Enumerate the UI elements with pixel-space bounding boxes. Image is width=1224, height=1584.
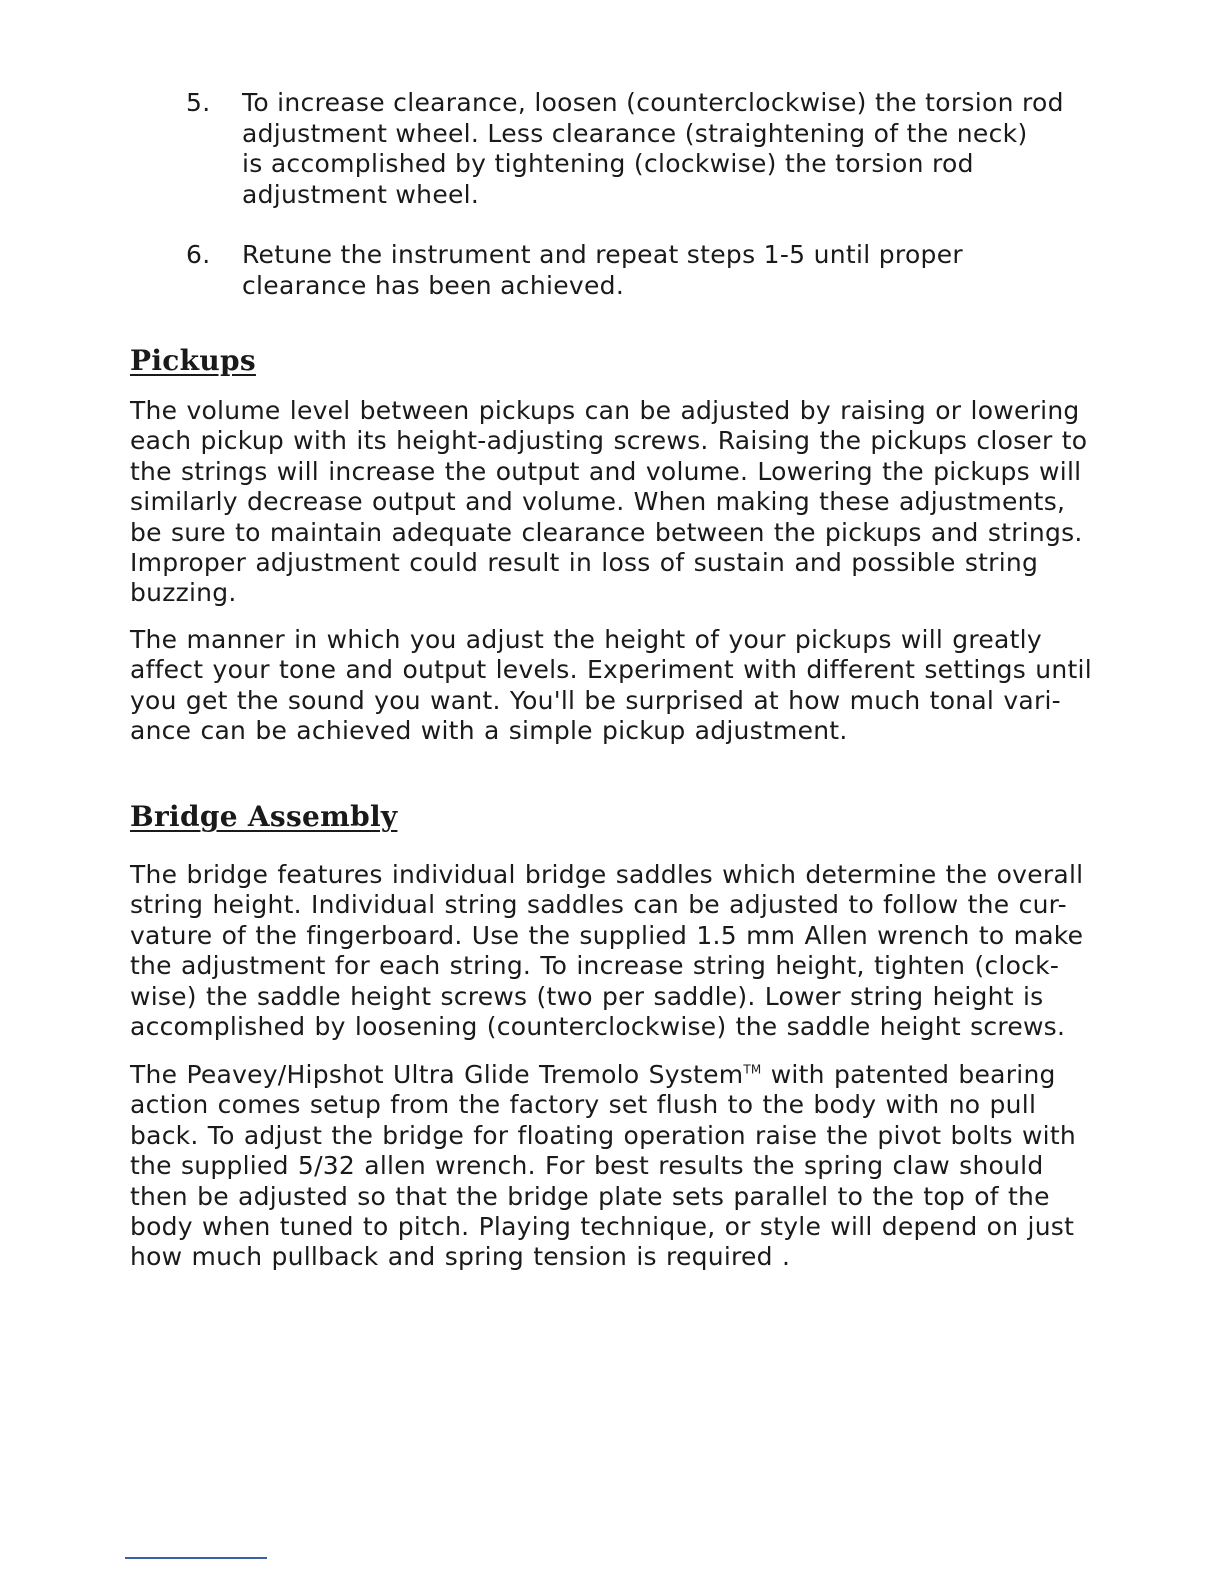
text-line: vature of the fingerboard. Use the supplied 1.5 mm Allen wrench to make — [130, 920, 1084, 950]
text-line: Improper adjustment could result in loss of sustain and possible string — [130, 548, 1039, 578]
text-line: similarly decrease output and volume. When making these adjustments, — [130, 487, 1066, 517]
text-line: buzzing. — [130, 578, 237, 608]
step-text-line: To increase clearance, loosen (counterclockwise) the torsion rod — [242, 88, 1064, 117]
text-line: the strings will increase the output and volume. Lowering the pickups will — [130, 456, 1082, 486]
step-text-line: is accomplished by tightening (clockwise) the torsion rod — [242, 149, 974, 178]
text-line: how much pullback and spring tension is required . — [130, 1242, 791, 1272]
adjustment-steps-list — [186, 88, 1086, 331]
step-6 — [186, 240, 1086, 301]
bridge-paragraph-1 — [130, 860, 1100, 1042]
step-text-line: adjustment wheel. — [242, 179, 480, 209]
step-5 — [186, 88, 1086, 210]
text-line: then be adjusted so that the bridge plate sets parallel to the top of the — [130, 1181, 1050, 1211]
step-number: 6. — [186, 240, 211, 269]
bridge-paragraph-2 — [130, 1060, 1100, 1273]
pickups-paragraph-2 — [130, 625, 1100, 747]
text-line: the adjustment for each string. To increase string height, tighten (clock- — [130, 951, 1060, 981]
text-line: affect your tone and output levels. Experiment with different settings until — [130, 655, 1092, 685]
text-line: ance can be achieved with a simple pickup adjustment. — [130, 716, 848, 746]
footer-rule — [125, 1557, 267, 1559]
text-line: action comes setup from the factory set flush to the body with no pull — [130, 1090, 1037, 1120]
text-line: string height. Individual string saddles can be adjusted to follow the cur- — [130, 890, 1067, 920]
text-line: each pickup with its height-adjusting screws. Raising the pickups closer to — [130, 426, 1088, 456]
text-line: accomplished by loosening (counterclockwise) the saddle height screws. — [130, 1012, 1066, 1042]
text-line: body when tuned to pitch. Playing technique, or style will depend on just — [130, 1212, 1075, 1242]
pickups-heading: Pickups — [130, 344, 256, 377]
text-line: be sure to maintain adequate clearance between the pickups and strings. — [130, 517, 1083, 547]
text-line: with patented bearing — [761, 1060, 1056, 1089]
text-line: you get the sound you want. You'll be surprised at how much tonal vari- — [130, 685, 1061, 715]
step-text-line: Retune the instrument and repeat steps 1-5 until proper — [242, 240, 963, 269]
text-line: wise) the saddle height screws (two per saddle). Lower string height is — [130, 981, 1044, 1011]
pickups-paragraph-1 — [130, 396, 1100, 609]
text-line: The volume level between pickups can be adjusted by raising or lowering — [130, 396, 1080, 425]
text-line: The manner in which you adjust the height of your pickups will greatly — [130, 625, 1042, 654]
text-line: The Peavey/Hipshot Ultra Glide Tremolo System — [130, 1060, 744, 1089]
trademark-symbol: TM — [743, 1062, 762, 1077]
step-number: 5. — [186, 88, 211, 117]
bridge-assembly-heading: Bridge Assembly — [130, 800, 398, 833]
text-line: The bridge features individual bridge saddles which determine the overall — [130, 860, 1084, 889]
text-line: the supplied 5/32 allen wrench. For best results the spring claw should — [130, 1151, 1044, 1181]
text-line: back. To adjust the bridge for floating operation raise the pivot bolts with — [130, 1120, 1076, 1150]
step-text-line: adjustment wheel. Less clearance (straightening of the neck) — [242, 118, 1028, 148]
step-text-line: clearance has been achieved. — [242, 270, 625, 300]
